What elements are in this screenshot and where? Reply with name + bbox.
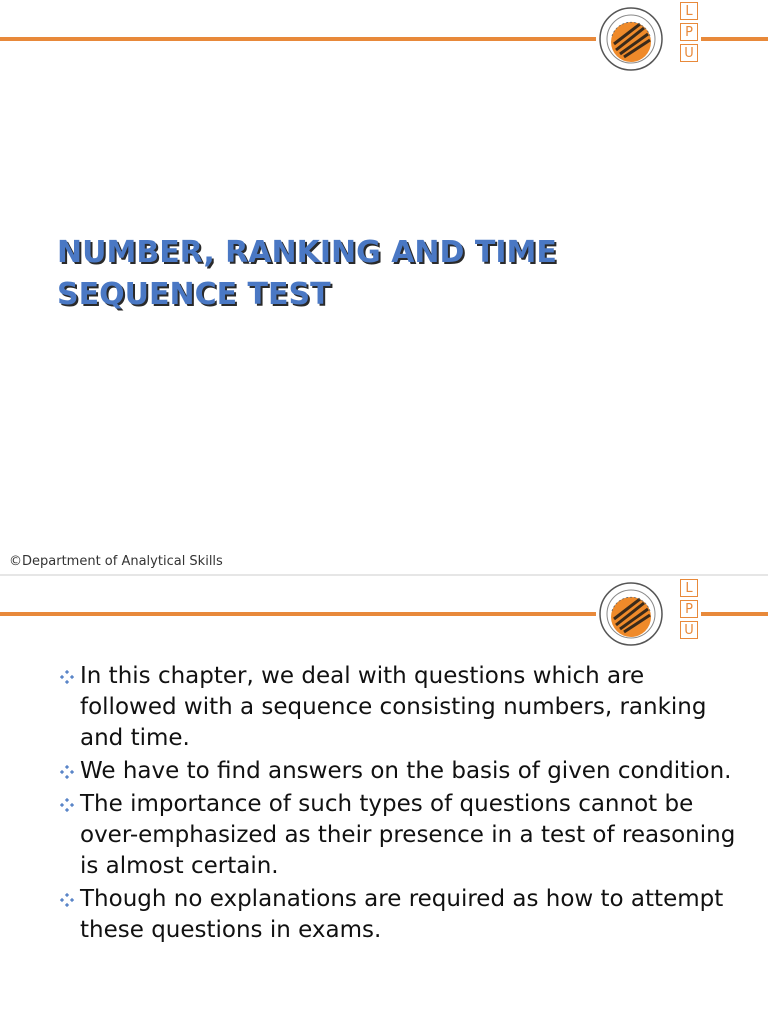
logo-letter-u: U (680, 44, 698, 62)
logo-letter-l: L (680, 2, 698, 20)
bullet-list (60, 661, 740, 948)
diamond-bullet-icon (60, 893, 74, 907)
slide-title (57, 232, 717, 316)
list-item: The importance of such types of questions cannot be over-emphasized as their presence in a test of reasoning is almost certain. (60, 789, 740, 882)
title-line-1: NUMBER, RANKING AND TIME (57, 235, 557, 270)
header-rule-left (0, 612, 596, 616)
header-rule-right (701, 612, 768, 616)
logo-letter-l: L (680, 579, 698, 597)
content-slide (0, 576, 768, 1024)
list-item: In this chapter, we deal with questions which are followed with a sequence consisting numbers, ranking and time. (60, 661, 740, 754)
diamond-bullet-icon (60, 765, 74, 779)
list-item: We have to find answers on the basis of given condition. (60, 756, 740, 787)
title-line-2: SEQUENCE TEST (57, 277, 331, 312)
logo-letter-u: U (680, 621, 698, 639)
logo-letter-p: P (680, 23, 698, 41)
university-seal-icon (598, 581, 664, 647)
copyright-footer: ©Department of Analytical Skills (9, 554, 223, 569)
header-rule-left (0, 37, 596, 41)
university-seal-icon (598, 6, 664, 72)
header-rule-right (701, 37, 768, 41)
logo-letter-p: P (680, 600, 698, 618)
list-item: Though no explanations are required as how to attempt these questions in exams. (60, 884, 740, 946)
diamond-bullet-icon (60, 670, 74, 684)
diamond-bullet-icon (60, 798, 74, 812)
